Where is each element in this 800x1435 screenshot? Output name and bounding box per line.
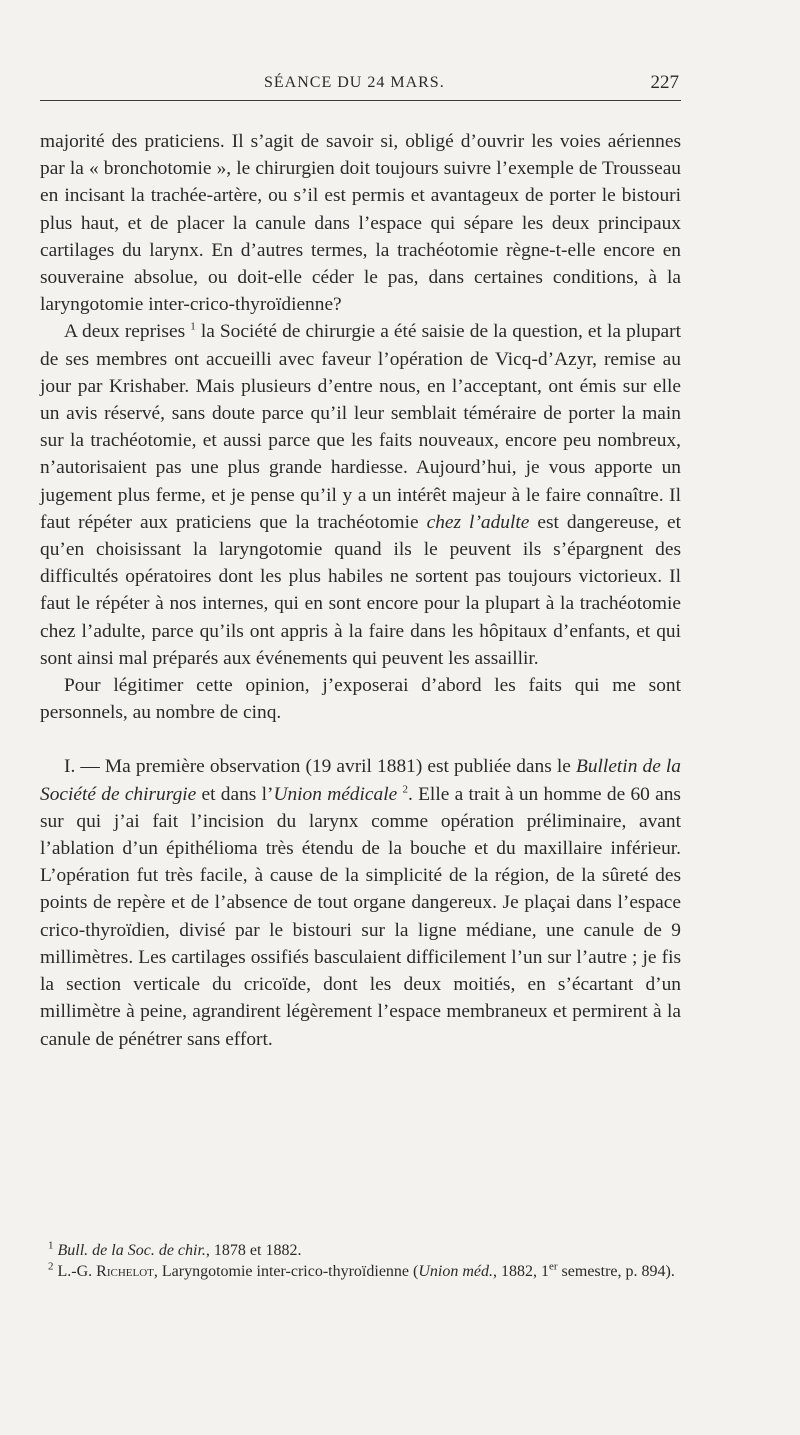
paragraph-1 (40, 128, 681, 318)
observation-1-text-a: I. — Ma première observation (19 avril 1881) est publiée dans le (64, 756, 576, 778)
paragraph-2-text-a: A deux reprises (64, 321, 186, 343)
footnote-2-mark: 2 (48, 1260, 54, 1273)
footnote-2-text-b: , Laryngotomie inter-crico-thyroïdienne ( (153, 1263, 419, 1280)
footnote-2 (40, 1261, 681, 1282)
paragraph-2 (40, 318, 681, 672)
footnote-2-text-a: L.-G. (53, 1263, 97, 1280)
footnote-2-sup: er (549, 1260, 558, 1273)
footnote-2-text-c: , 1882, 1 (493, 1263, 549, 1280)
paragraph-2-text-c: est dangereuse, et qu’en choisissant la laryngotomie quand ils le peuvent ils s’épargnent des difficultés opératoires dont les plus habiles ne sortent pas toujours victorieux. Il faut le répéter à nos internes, qui en sont encore pour la plupart à la trachéotomie chez l’adulte, parce qu’ils ont appris à la faire dans les hôpitaux d’enfants, et qui sont ainsi mal préparés aux événements qui peuvent les assaillir. (40, 511, 681, 669)
observation-1 (40, 753, 681, 1052)
body-text (40, 128, 681, 1053)
footnote-1-text: , 1878 et 1882. (205, 1242, 302, 1259)
page-header (40, 74, 681, 100)
observation-1-text-b: et dans l’ (196, 783, 274, 805)
observation-1-text-c: . Elle a trait à un homme de 60 ans sur qui j’ai fait l’incision du larynx comme opération préliminaire, avant l’ablation d’un épithélioma très étendu de la bouche et du maxillaire inférieur. L’opération fut très facile, à cause de la simplicité de la région, de la sûreté des points de repère et de l’absence de tout organe dangereux. Je plaçai dans l’espace crico-thyroïdien, divisé par le bistouri sur la ligne médiane, une canule de 9 millimètres. Les cartilages ossifiés basculaient difficilement l’un sur l’autre ; je fis la section verticale du cricoïde, dont les deux moitiés, en s’écartant d’un millimètre à peine, agrandirent légèrement l’espace membraneux et permirent à la canule de pénétrer sans effort. (40, 783, 681, 1050)
footnotes (40, 1240, 681, 1282)
footnote-1 (40, 1240, 681, 1261)
header-rule (40, 100, 681, 101)
footnote-2-italic: Union méd. (418, 1263, 493, 1280)
paragraph-1-text: majorité des praticiens. Il s’agit de savoir si, obligé d’ouvrir les voies aériennes par la « bronchotomie », le chirurgien doit toujours suivre l’exemple de Trousseau en incisant la trachée-artère, ou s’il est permis et avantageux de porter le bistouri plus haut, et de placer la canule dans l’espace qui sépare les deux principaux cartilages du larynx. En d’autres termes, la trachéotomie règne-t-elle encore en souveraine absolue, ou doit-elle céder le pas, dans certaines conditions, à la laryngotomie inter-crico-thyroïdienne? (40, 131, 681, 316)
observation-1-italic-union: Union médicale (273, 783, 398, 805)
footnote-ref-2: 2 (402, 783, 408, 796)
page-number: 227 (650, 72, 679, 93)
paragraph-2-italic: chez l’adulte (426, 511, 530, 533)
footnote-2-text-d: semestre, p. 894). (557, 1263, 675, 1280)
paragraph-3 (40, 672, 681, 726)
paragraph-3-text: Pour légitimer cette opinion, j’exposerai d’abord les faits qui me sont personnels, au nombre de cinq. (40, 675, 681, 724)
paragraph-2-text-b: la Société de chirurgie a été saisie de la question, et la plupart de ses membres ont accueilli avec faveur l’opération de Vicq-d’Azyr, remise au jour par Krishaber. Mais plusieurs d’entre nous, en l’acceptant, ont émis sur elle un avis réservé, sans doute parce qu’il leur semblait téméraire de porter la main sur la trachéotomie, et aussi parce que les faits nouveaux, encore peu nombreux, n’autorisaient pas une plus grande hardiesse. Aujourd’hui, je vous apporte un jugement plus ferme, et je pense qu’il y a un intérêt majeur à le faire connaître. Il faut répéter aux praticiens que la trachéotomie (40, 321, 681, 533)
running-title: SÉANCE DU 24 MARS. (264, 74, 445, 91)
observation-1-italic-bulletin: Bulletin de la Société de chirurgie (40, 756, 681, 805)
footnote-ref-1: 1 (190, 320, 196, 333)
footnote-1-italic: Bull. de la Soc. de chir. (57, 1242, 206, 1259)
footnote-1-mark: 1 (48, 1239, 54, 1252)
footnote-2-author: Richelot (96, 1263, 154, 1280)
